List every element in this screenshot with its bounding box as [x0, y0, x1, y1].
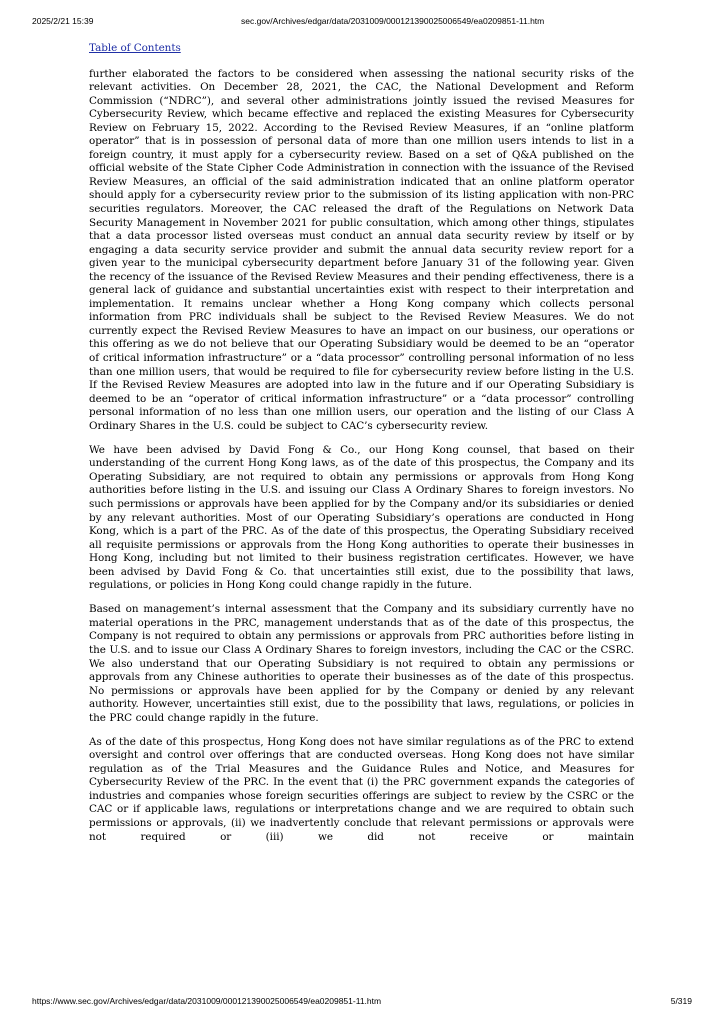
document-body [89, 42, 634, 855]
paragraph-hong-kong-counsel: We have been advised by David Fong & Co., our Hong Kong counsel, that based on their understanding of the current Hong Kong laws, as of the date of this prospectus, the Company and its Operating Subsidiary, are not required to obtain any permissions or approvals from Hong Kong authorities before listing in the U.S. and issuing our Class A Ordinary Shares to foreign investors. No such permissions or approvals have been applied for by the Company and/or its subsidiaries or denied by any relevant authorities. Most of our Operating Subsidiary’s operations are conducted in Hong Kong, which is a part of the PRC. As of the date of this prospectus, the Operating Subsidiary received all requisite permissions or approvals from the Hong Kong authorities to operate their businesses in Hong Kong, including but not limited to their business registration certificates. However, we have been advised by David Fong & Co. that uncertainties still exist, due to the possibility that laws, regulations, or policies in Hong Kong could change rapidly in the future. [89, 443, 634, 592]
print-footer-url: https://www.sec.gov/Archives/edgar/data/2031009/000121390025006549/ea0209851-11.htm [32, 996, 382, 1006]
print-header-url: sec.gov/Archives/edgar/data/2031009/000121390025006549/ea0209851-11.htm [241, 16, 545, 26]
print-header [0, 16, 724, 28]
page-number: 5/319 [670, 996, 692, 1006]
paragraph-management-assessment: Based on management’s internal assessment that the Company and its subsidiary currently have no material operations in the PRC, management understands that as of the date of this prospectus, the Company is not required to obtain any permissions or approvals from PRC authorities before listing in the U.S. and to issue our Class A Ordinary Shares to foreign investors, including the CAC or the CSRC. We also understand that our Operating Subsidiary is not required to obtain any permissions or approvals from any Chinese authorities to operate their businesses as of the date of this prospectus. No permissions or approvals have been applied for by the Company or denied by any relevant authority. However, uncertainties still exist, due to the possibility that laws, regulations, or policies in the PRC could change rapidly in the future. [89, 603, 634, 724]
table-of-contents-link[interactable]: Table of Contents [89, 42, 181, 54]
print-footer [0, 996, 724, 1008]
print-timestamp: 2025/2/21 15:39 [32, 16, 94, 26]
paragraph-hong-kong-regulations: As of the date of this prospectus, Hong Kong does not have similar regulations as of the PRC to extend oversight and control over offerings that are conducted overseas. Hong Kong does not have similar regulation as of the Trial Measures and the Guidance Rules and Notice, and Measures for Cybersecurity Review of the PRC. In the event that (i) the PRC government expands the categories of industries and companies whose foreign securities offerings are subject to review by the CSRC or the CAC or if applicable laws, regulations or interpretations change and we are required to obtain such permissions or approvals, (ii) we inadvertently conclude that relevant permissions or approvals were not required or (iii) we did not receive or maintain [89, 735, 634, 843]
paragraph-cybersecurity-review: further elaborated the factors to be considered when assessing the national security risks of the relevant activities. On December 28, 2021, the CAC, the National Development and Reform Commission (“NDRC”), and several other administrations jointly issued the revised Measures for Cybersecurity Review, which became effective and replaced the existing Measures for Cybersecurity Review on February 15, 2022. According to the Revised Review Measures, if an “online platform operator” that is in possession of personal data of more than one million users intends to list in a foreign country, it must apply for a cybersecurity review. Based on a set of Q&A published on the official website of the State Cipher Code Administration in connection with the issuance of the Revised Review Measures, an official of the said administration indicated that an online platform operator should apply for a cybersecurity review prior to the submission of its listing application with non-PRC securities regulators. Moreover, the CAC released the draft of the Regulations on Network Data Security Management in November 2021 for public consultation, which among other things, stipulates that a data processor listed overseas must conduct an annual data security review by itself or by engaging a data security service provider and submit the annual data security review report for a given year to the municipal cybersecurity department before January 31 of the following year. Given the recency of the issuance of the Revised Review Measures and their pending effectiveness, there is a general lack of guidance and substantial uncertainties exist with respect to their interpretation and implementation. It remains unclear whether a Hong Kong company which collects personal information from PRC individuals shall be subject to the Revised Review Measures. We do not currently expect the Revised Review Measures to have an impact on our business, our operations or this offering as we do not believe that our Operating Subsidiary would be deemed to be an “operator of critical information infrastructure” or a “data processor” controlling personal information of no less than one million users, that would be required to file for cybersecurity review before listing in the U.S. If the Revised Review Measures are adopted into law in the future and if our Operating Subsidiary is deemed to be an “operator of critical information infrastructure” or a “data processor” controlling personal information of no less than one million users, our operation and the listing of our Class A Ordinary Shares in the U.S. could be subject to CAC’s cybersecurity review. [89, 67, 634, 432]
